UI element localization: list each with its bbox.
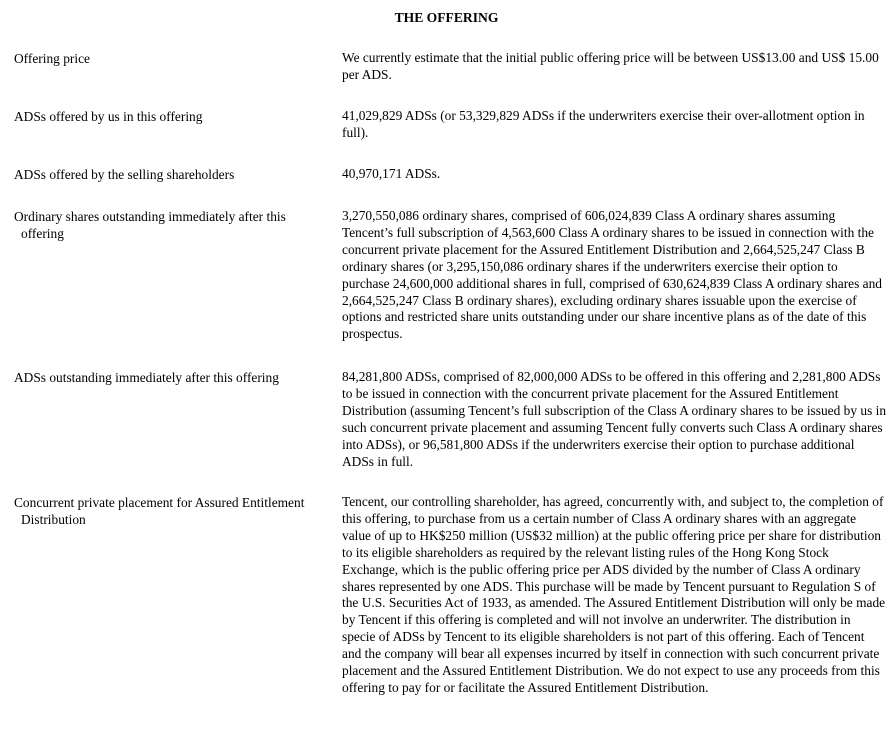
row-value: 40,970,171 ADSs. — [342, 166, 441, 181]
row-label — [14, 108, 339, 125]
row-label-text: ADSs offered by us in this offering — [14, 109, 203, 124]
row-label-continuation: Distribution — [21, 512, 86, 527]
row-value: 3,270,550,086 ordinary shares, comprised of 606,024,839 Class A ordinary shares assuming Tencent’s full subscription of 4,563,600 Class A ordinary shares to be issued in connection with the concurrent private placement for the Assured Entitlement Distribution and 2,664,525,247 Class B ordinary shares (or 3,295,150,086 ordinary shares if the underwriters exercise their option to purchase 24,600,000 additional shares in full, comprised of 630,624,839 Class A ordinary shares and 2,664,525,247 Class B ordinary shares), excluding ordinary shares issuable upon the exercise of options and restricted share units outstanding under our share incentive plans as of the date of this prospectus. — [342, 208, 882, 342]
section-title: THE OFFERING — [394, 10, 499, 25]
row-value: Tencent, our controlling shareholder, has agreed, concurrently with, and subject to, the completion of this offering, to purchase from us a certain number of Class A ordinary shares with an aggregate value of up to HK$250 million (US$32 million) at the public offering price per share for distribution to its eligible shareholders as required by the relevant listing rules of the Hong Kong Stock Exchange, which is the public offering price per ADS divided by the number of Class A ordinary shares represented by one ADS. This purchase will be made by Tencent pursuant to Regulation S of the U.S. Securities Act of 1933, as amended. The Assured Entitlement Distribution will only be made by Tencent if this offering is completed and will not involve an underwriter. The distribution in specie of ADSs by Tencent to its eligible shareholders is not part of this offering. Each of Tencent and the company will bear all expenses incurred by itself in connection with such concurrent private placement and the Assured Entitlement Distribution. We do not expect to use any proceeds from this offering to pay for or facilitate the Assured Entitlement Distribution. — [342, 494, 886, 695]
row-label-text: ADSs outstanding immediately after this offering — [14, 370, 279, 385]
row-value: 41,029,829 ADSs (or 53,329,829 ADSs if the underwriters exercise their over-allotment option in full). — [342, 108, 865, 140]
row-label-text: Concurrent private placement for Assured Entitlement — [14, 495, 305, 510]
row-label — [14, 494, 339, 528]
row-label-text: Ordinary shares outstanding immediately after this — [14, 209, 286, 224]
row-label — [14, 166, 339, 183]
row-label — [14, 208, 339, 242]
row-label-text: ADSs offered by the selling shareholders — [14, 167, 235, 182]
row-value: We currently estimate that the initial public offering price will be between US$13.00 and US$ 15.00 per ADS. — [342, 50, 879, 82]
row-label-continuation: offering — [21, 226, 64, 241]
row-label-text: Offering price — [14, 51, 90, 66]
row-value: 84,281,800 ADSs, comprised of 82,000,000 ADSs to be offered in this offering and 2,281,800 ADSs to be issued in connection with the concurrent private placement for the Assured Entitlement Distribution (assuming Tencent’s full subscription of the Class A ordinary shares to be issued by us in such concurrent private placement and assuming Tencent fully converts such Class A ordinary shares into ADSs), or 96,581,800 ADSs if the underwriters exercise their option to purchase additional ADSs in full. — [342, 369, 887, 469]
row-label — [14, 50, 339, 67]
row-label — [14, 369, 339, 386]
